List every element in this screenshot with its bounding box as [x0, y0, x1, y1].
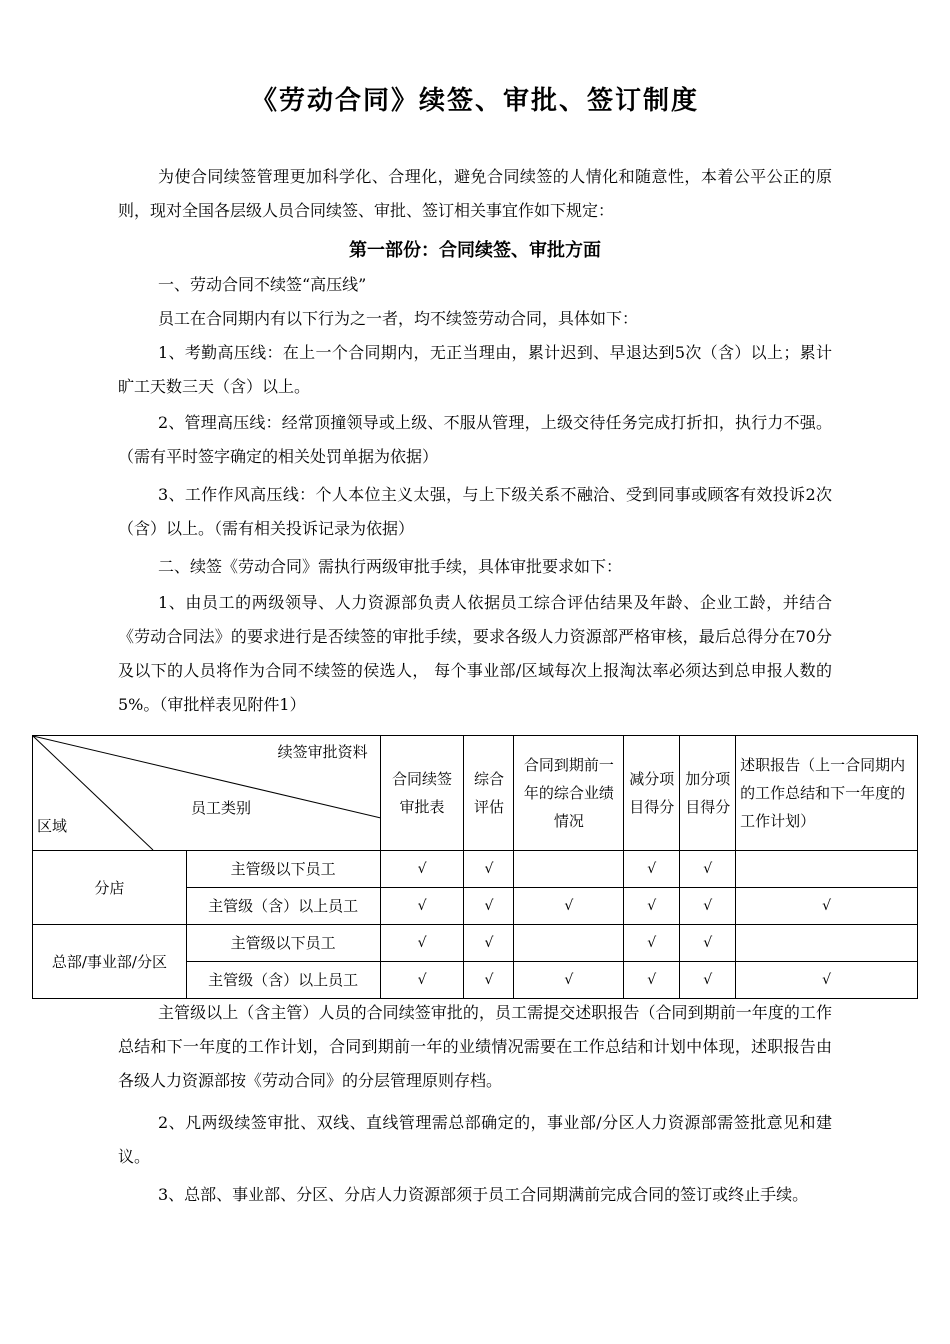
- section1-lead: 员工在合同期内有以下行为之一者，均不续签劳动合同，具体如下：: [158, 309, 639, 328]
- mark-cell: √: [680, 888, 736, 925]
- col-header-report: 述职报告（上一合同期内的工作总结和下一年度的工作计划）: [736, 736, 918, 851]
- mark-cell: √: [514, 962, 624, 999]
- mark-cell: √: [680, 925, 736, 962]
- mark-cell: [736, 851, 918, 888]
- col-header-bonus: 加分项目得分: [680, 736, 736, 851]
- section1-heading: 一、劳动合同不续签“高压线”: [158, 275, 367, 294]
- mark-cell: √: [380, 851, 464, 888]
- col-header-approval-form: 合同续签审批表: [380, 736, 464, 851]
- category-cell: 主管级（含）以上员工: [186, 888, 380, 925]
- mark-cell: √: [514, 888, 624, 925]
- mark-cell: [514, 851, 624, 888]
- section2-item1: 1、由员工的两级领导、人力资源部负责人依据员工综合评估结果及年龄、企业工龄，并结合《劳动合同法》的要求进行是否续签的审批手续，要求各级人力资源部严格审核，最后总得分在70分及以下的人员将作为合同不续签的侯选人， 每个事业部/区域每次上报淘汰率必须达到总申报人数的5%。（审批样表见附件1）: [118, 593, 832, 714]
- review-table: [32, 735, 918, 999]
- mark-cell: √: [380, 888, 464, 925]
- region-cell: 分店: [33, 851, 187, 925]
- diagonal-header-cell: [33, 736, 381, 851]
- mark-cell: √: [380, 962, 464, 999]
- table-row: [33, 851, 918, 888]
- col-header-evaluation: 综合评估: [464, 736, 514, 851]
- mark-cell: √: [736, 888, 918, 925]
- mark-cell: [736, 925, 918, 962]
- category-cell: 主管级以下员工: [186, 925, 380, 962]
- col-header-deduction: 减分项目得分: [624, 736, 680, 851]
- mark-cell: √: [464, 888, 514, 925]
- mark-cell: √: [380, 925, 464, 962]
- region-cell: 总部/事业部/分区: [33, 925, 187, 999]
- mark-cell: √: [736, 962, 918, 999]
- after-table-paragraph: 主管级以上（含主管）人员的合同续签审批的，员工需提交述职报告（合同到期前一年度的工作总结和下一年度的工作计划，合同到期前一年的业绩情况需要在工作总结和计划中体现，述职报告由各级人力资源部按《劳动合同》的分层管理原则存档。: [118, 1003, 832, 1090]
- mark-cell: [514, 925, 624, 962]
- diag-label-materials: 续签审批资料: [277, 743, 368, 761]
- table-header-row: [33, 736, 918, 851]
- diag-label-region: 区域: [37, 817, 68, 835]
- section2-item3: 3、总部、事业部、分区、分店人力资源部须于员工合同期满前完成合同的签订或终止手续。: [158, 1185, 809, 1204]
- section2-item2: 2、凡两级续签审批、双线、直线管理需总部确定的，事业部/分区人力资源部需签批意见和建议。: [118, 1113, 832, 1166]
- section2-heading: 二、续签《劳动合同》需执行两级审批手续，具体审批要求如下：: [158, 557, 623, 576]
- mark-cell: √: [680, 962, 736, 999]
- rule-attendance: 1、考勤高压线：在上一个合同期内，无正当理由，累计迟到、早退达到5次（含）以上；累计旷工天数三天（含）以上。: [118, 343, 832, 396]
- category-cell: 主管级（含）以上员工: [186, 962, 380, 999]
- part1-title: 第一部份：合同续签、审批方面: [349, 240, 601, 261]
- mark-cell: √: [680, 851, 736, 888]
- diag-label-category: 员工类别: [191, 799, 252, 817]
- mark-cell: √: [464, 851, 514, 888]
- mark-cell: √: [464, 925, 514, 962]
- col-header-performance: 合同到期前一年的综合业绩情况: [514, 736, 624, 851]
- page-title: 《劳动合同》续签、审批、签订制度: [250, 86, 699, 116]
- mark-cell: √: [624, 851, 680, 888]
- table-row: [33, 925, 918, 962]
- mark-cell: √: [624, 962, 680, 999]
- rule-work-style: 3、工作作风高压线：个人本位主义太强，与上下级关系不融洽、受到同事或顾客有效投诉2次（含）以上。（需有相关投诉记录为依据）: [118, 485, 832, 538]
- rule-management: 2、管理高压线：经常顶撞领导或上级、不服从管理，上级交待任务完成打折扣，执行力不强。（需有平时签字确定的相关处罚单据为依据）: [118, 413, 832, 466]
- mark-cell: √: [624, 925, 680, 962]
- mark-cell: √: [464, 962, 514, 999]
- intro-paragraph: 为使合同续签管理更加科学化、合理化，避免合同续签的人情化和随意性，本着公平公正的原则，现对全国各层级人员合同续签、审批、签订相关事宜作如下规定：: [118, 167, 832, 220]
- mark-cell: √: [624, 888, 680, 925]
- category-cell: 主管级以下员工: [186, 851, 380, 888]
